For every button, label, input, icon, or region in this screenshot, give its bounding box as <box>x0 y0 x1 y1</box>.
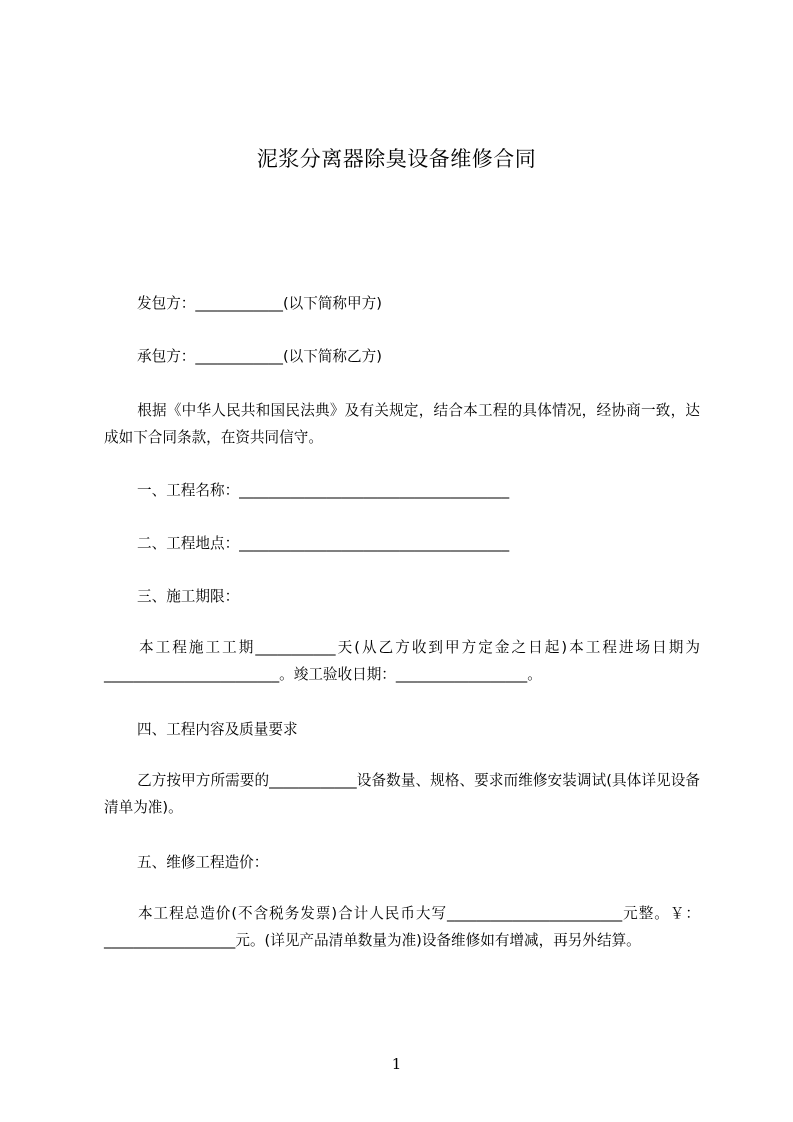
preamble-paragraph <box>104 397 700 451</box>
contract-title: 泥浆分离器除臭设备维修合同 <box>256 147 537 171</box>
section-5-text: 本工程总造价(不含税务发票)合计人民币大写________________________元整。￥：__________________元。(详见产品清单数量为准)设备维修如有增减，再另外结算。 <box>104 905 700 949</box>
section-5-heading: 五、维修工程造价： <box>137 854 269 871</box>
section-5-paragraph <box>104 900 700 954</box>
section-1-project-name: 一、工程名称：_____________________________________ <box>137 482 510 499</box>
section-4-heading: 四、工程内容及质量要求 <box>137 721 298 738</box>
section-3-paragraph <box>104 634 700 688</box>
section-4-paragraph <box>104 767 700 821</box>
section-3-text: 本工程施工工期___________天(从乙方收到甲方定金之日起)本工程进场日期为________________________。竣工验收日期：__________________。 <box>104 639 700 683</box>
preamble-text: 根据《中华人民共和国民法典》及有关规定，结合本工程的具体情况，经协商一致，达成如下合同条款，在资共同信守。 <box>104 402 700 446</box>
section-4-text: 乙方按甲方所需要的____________设备数量、规格、要求而维修安装调试(具体详见设备清单为准)。 <box>104 772 700 816</box>
section-3-heading: 三、施工期限： <box>137 588 240 605</box>
page-number: 1 <box>391 1055 402 1073</box>
section-2-project-location: 二、工程地点：_____________________________________ <box>137 535 510 552</box>
party-a-line: 发包方：____________(以下简称甲方) <box>137 295 382 312</box>
party-b-line: 承包方：____________(以下简称乙方) <box>137 348 382 365</box>
